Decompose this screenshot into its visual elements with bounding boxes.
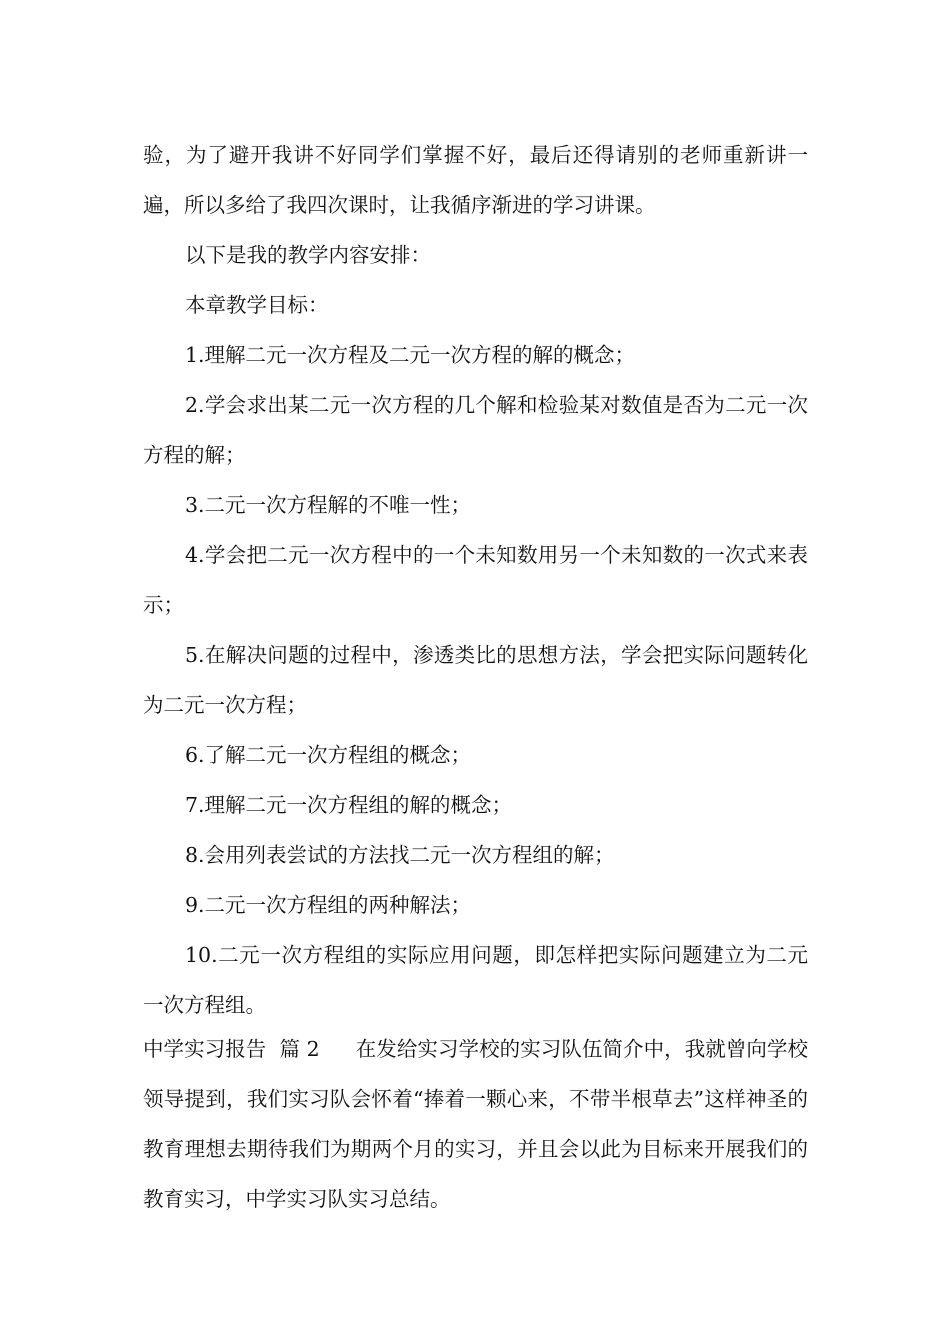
goal-item-8: 8.会用列表尝试的方法找二元一次方程组的解； bbox=[185, 843, 615, 867]
section-heading: 中学实习报告 篇 2 bbox=[143, 1037, 320, 1061]
goal-item-10: 10.二元一次方程组的实际应用问题，即怎样把实际问题建立为二元一次方程组。 bbox=[143, 943, 808, 1017]
section-body: 在发给实习学校的实习队伍简介中，我就曾向学校领导提到，我们实习队会怀着“捧着一颗心来，不带半根草去”这样神圣的教育理想去期待我们为期两个月的实习，并且会以此为目标来开展我们的教育实习，中学实习队实习总结。 bbox=[143, 1037, 808, 1211]
goal-item-7: 7.理解二元一次方程组的解的概念； bbox=[185, 793, 513, 817]
goal-item-4: 4.学会把二元一次方程中的一个未知数用另一个未知数的一次式来表示； bbox=[143, 543, 808, 617]
goal-item-3: 3.二元一次方程解的不唯一性； bbox=[185, 493, 472, 517]
section-paragraph bbox=[143, 1024, 808, 1224]
goal-item-1: 1.理解二元一次方程及二元一次方程的解的概念； bbox=[185, 343, 636, 367]
document-page bbox=[143, 130, 808, 1224]
goal-item-2: 2.学会求出某二元一次方程的几个解和检验某对数值是否为二元一次方程的解； bbox=[143, 393, 808, 467]
paragraph-goals-heading: 本章教学目标： bbox=[185, 293, 329, 317]
goal-item-5: 5.在解决问题的过程中，渗透类比的思想方法，学会把实际问题转化为二元一次方程； bbox=[143, 643, 808, 717]
goal-item-9: 9.二元一次方程组的两种解法； bbox=[185, 893, 472, 917]
goal-item-6: 6.了解二元一次方程组的概念； bbox=[185, 743, 472, 767]
paragraph-intro: 验，为了避开我讲不好同学们掌握不好，最后还得请别的老师重新讲一遍，所以多给了我四次课时，让我循序渐进的学习讲课。 bbox=[143, 143, 808, 217]
paragraph-arrangement: 以下是我的教学内容安排： bbox=[185, 243, 431, 267]
